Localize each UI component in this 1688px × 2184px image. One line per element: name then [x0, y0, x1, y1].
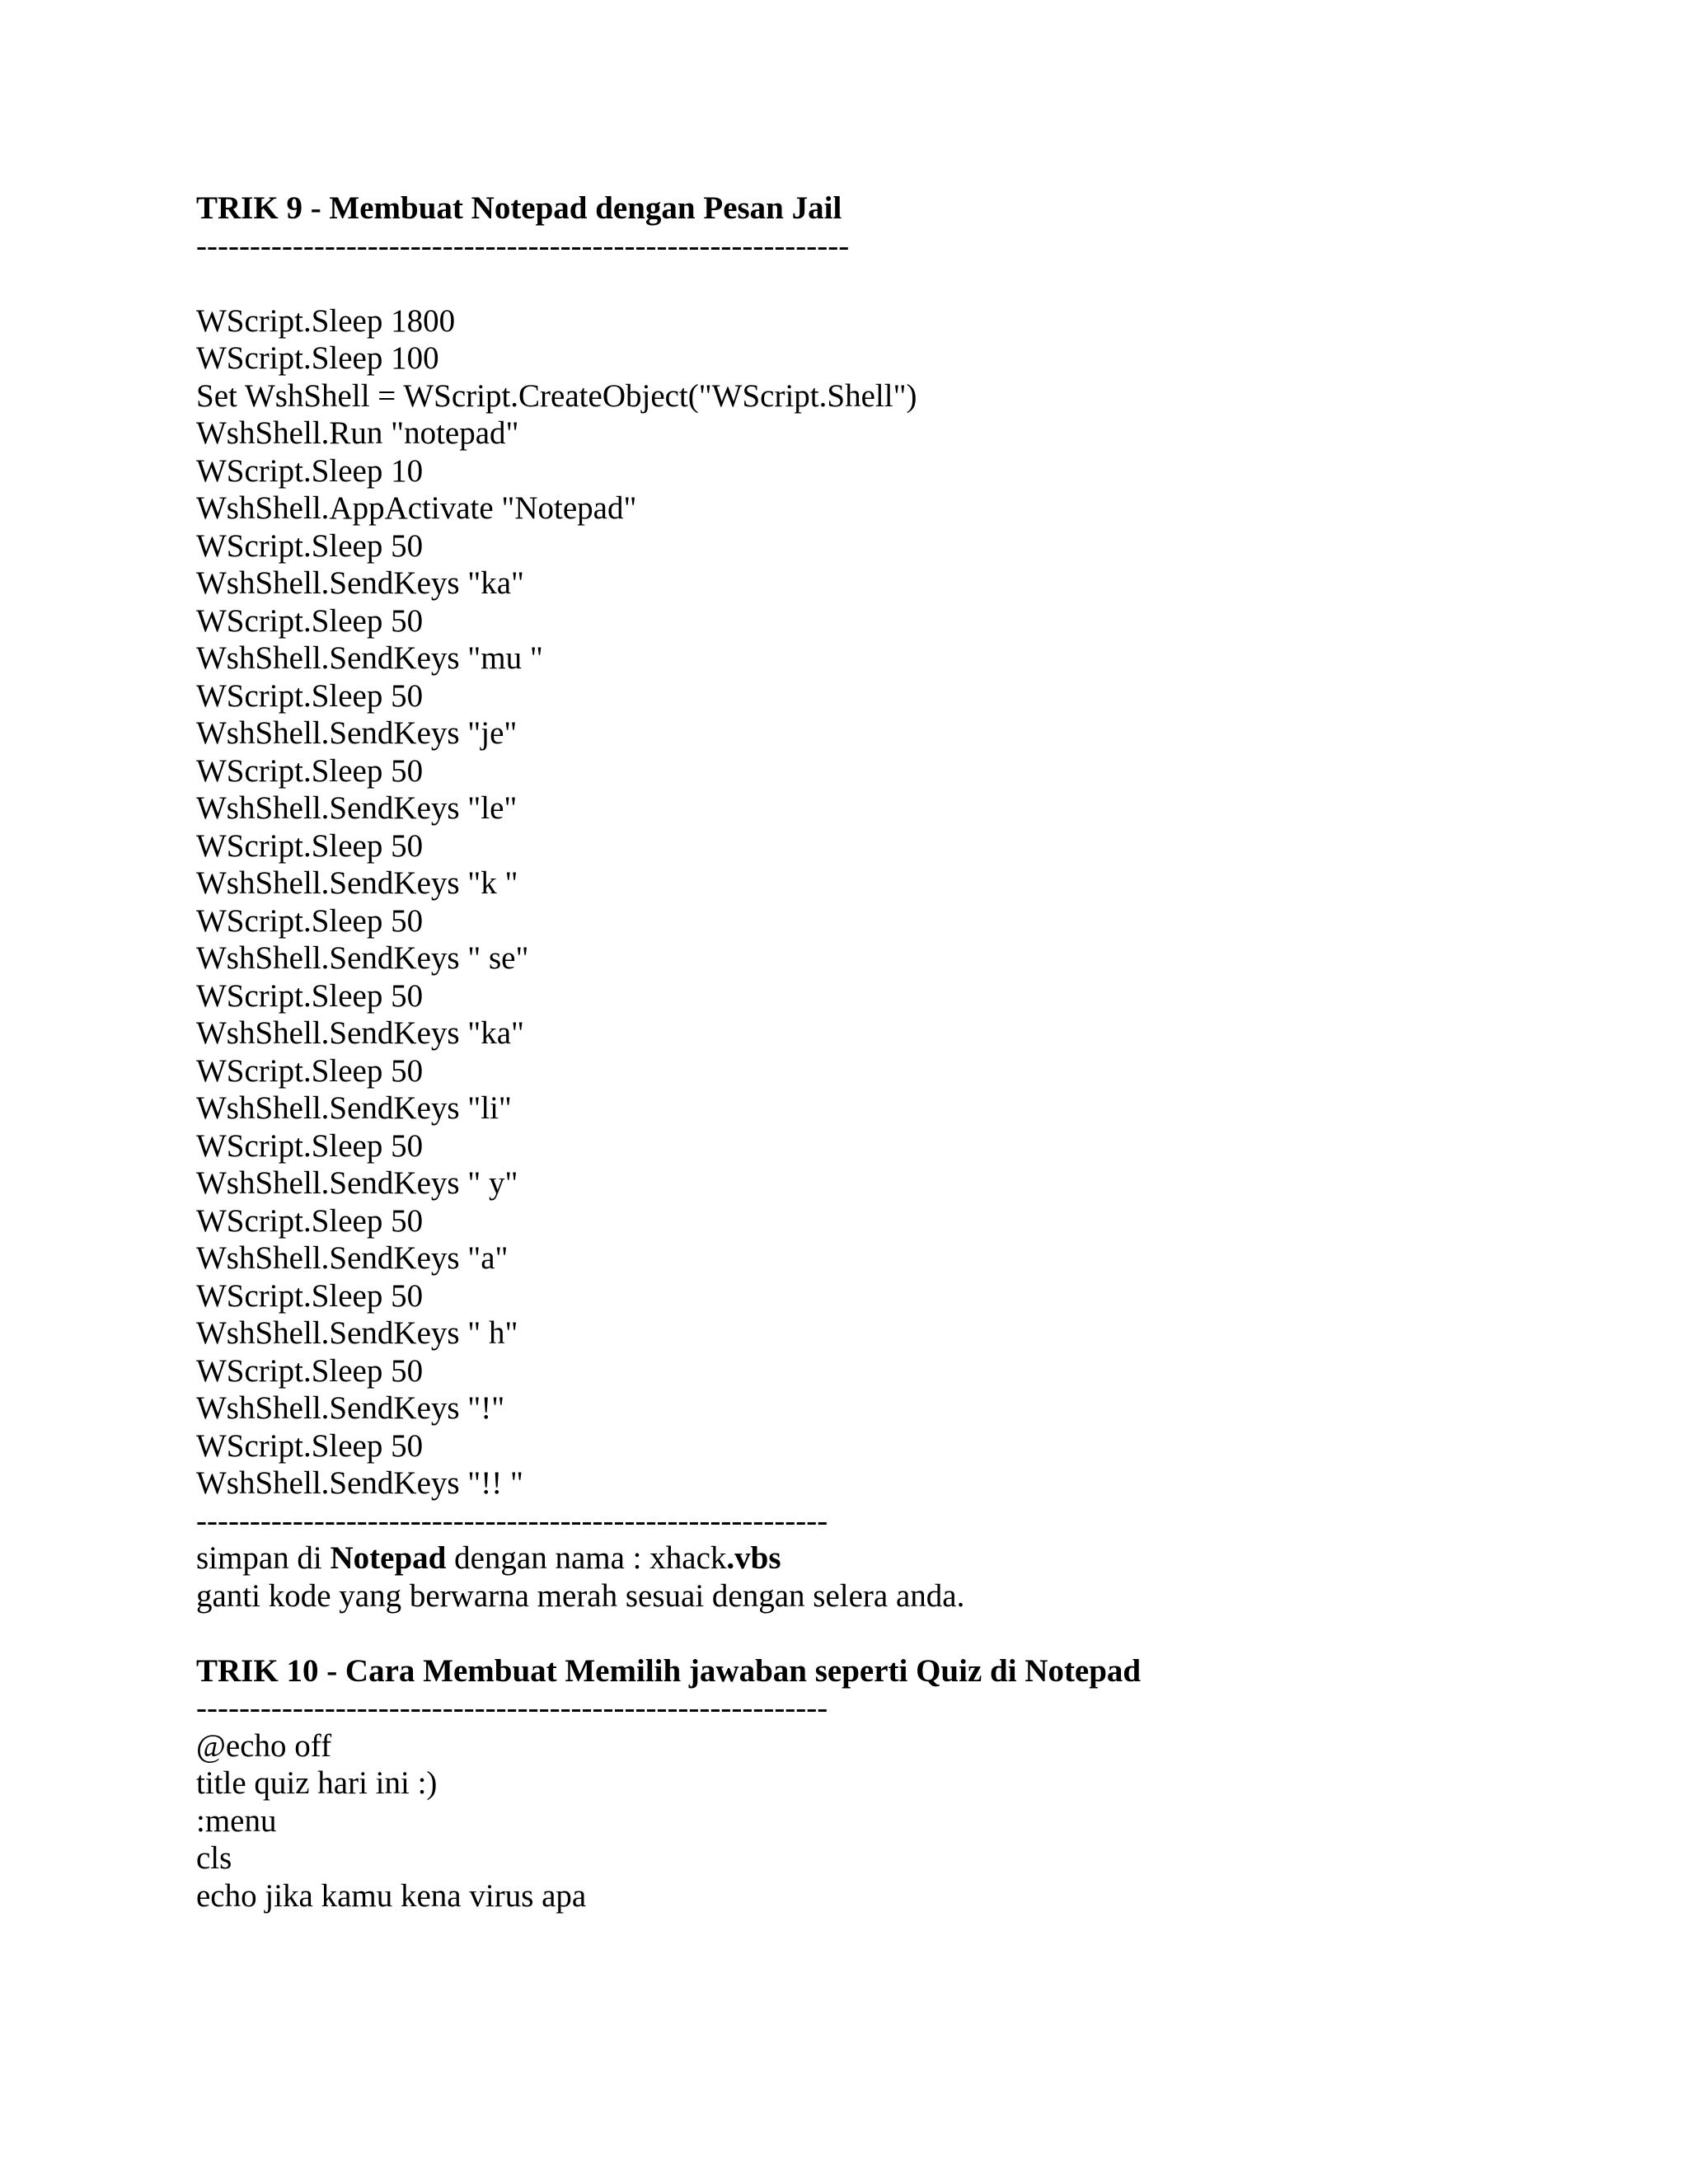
code-line: WshShell.SendKeys "le"	[196, 790, 518, 826]
code-line: title quiz hari ini :)	[196, 1765, 438, 1801]
code-line: WshShell.SendKeys "!"	[196, 1390, 505, 1426]
code-line: cls	[196, 1840, 232, 1876]
spacer	[196, 265, 1597, 302]
save-middle: dengan nama : xhack	[446, 1540, 727, 1576]
trik10-rule-top: -----------------------------------------------------------	[196, 1690, 828, 1726]
code-line: WScript.Sleep 50	[196, 1352, 424, 1389]
code-line: WScript.Sleep 50	[196, 1277, 424, 1314]
trik9-rule-bottom: -----------------------------------------------------------	[196, 1502, 828, 1539]
code-line: WshShell.SendKeys "je"	[196, 715, 518, 751]
code-line: WScript.Sleep 50	[196, 752, 424, 789]
code-line: WScript.Sleep 50	[196, 977, 424, 1014]
code-line: WshShell.SendKeys "li"	[196, 1090, 512, 1126]
code-line: WScript.Sleep 100	[196, 340, 439, 376]
save-extension: .vbs	[726, 1540, 781, 1576]
code-line: WScript.Sleep 50	[196, 1127, 424, 1164]
code-line: WshShell.SendKeys "ka"	[196, 565, 524, 601]
code-line: WshShell.SendKeys " y"	[196, 1165, 518, 1201]
code-line: WScript.Sleep 50	[196, 902, 424, 939]
spacer	[196, 1615, 1597, 1652]
code-line: WScript.Sleep 50	[196, 1052, 424, 1089]
code-line: WshShell.SendKeys "k "	[196, 865, 518, 901]
code-line: WshShell.AppActivate "Notepad"	[196, 490, 637, 526]
code-line: WshShell.SendKeys "mu "	[196, 640, 543, 676]
trik9-save-instruction	[196, 1540, 1597, 1577]
trik9-note: ganti kode yang berwarna merah sesuai dengan selera anda.	[196, 1577, 965, 1614]
trik9-title: TRIK 9 - Membuat Notepad dengan Pesan Jail	[196, 190, 842, 226]
code-line: Set WshShell = WScript.CreateObject("WScript.Shell")	[196, 377, 917, 414]
trik10-code-block	[196, 1727, 1597, 1915]
code-line: WshShell.SendKeys "a"	[196, 1240, 509, 1276]
trik9-code-block	[196, 302, 1597, 1502]
code-line: WScript.Sleep 10	[196, 452, 424, 489]
code-line: WScript.Sleep 50	[196, 677, 424, 714]
code-line: @echo off	[196, 1727, 332, 1764]
code-line: WshShell.Run "notepad"	[196, 415, 519, 451]
code-line: WshShell.SendKeys " se"	[196, 940, 529, 976]
save-app-name: Notepad	[330, 1540, 447, 1576]
code-line: WshShell.SendKeys "!! "	[196, 1465, 523, 1501]
page-content	[196, 190, 1597, 1915]
code-line: WScript.Sleep 50	[196, 827, 424, 864]
code-line: WScript.Sleep 1800	[196, 302, 456, 339]
code-line: WScript.Sleep 50	[196, 527, 424, 564]
trik9-rule-top: -------------------------------------------------------------	[196, 227, 850, 264]
save-prefix: simpan di	[196, 1540, 331, 1576]
code-line: WScript.Sleep 50	[196, 1202, 424, 1239]
code-line: WshShell.SendKeys "ka"	[196, 1015, 524, 1051]
code-line: :menu	[196, 1802, 277, 1839]
code-line: WScript.Sleep 50	[196, 602, 424, 639]
code-line: WScript.Sleep 50	[196, 1427, 424, 1464]
code-line: WshShell.SendKeys " h"	[196, 1315, 518, 1351]
trik10-title: TRIK 10 - Cara Membuat Memilih jawaban seperti Quiz di Notepad	[196, 1652, 1142, 1689]
code-line: echo jika kamu kena virus apa	[196, 1877, 587, 1914]
